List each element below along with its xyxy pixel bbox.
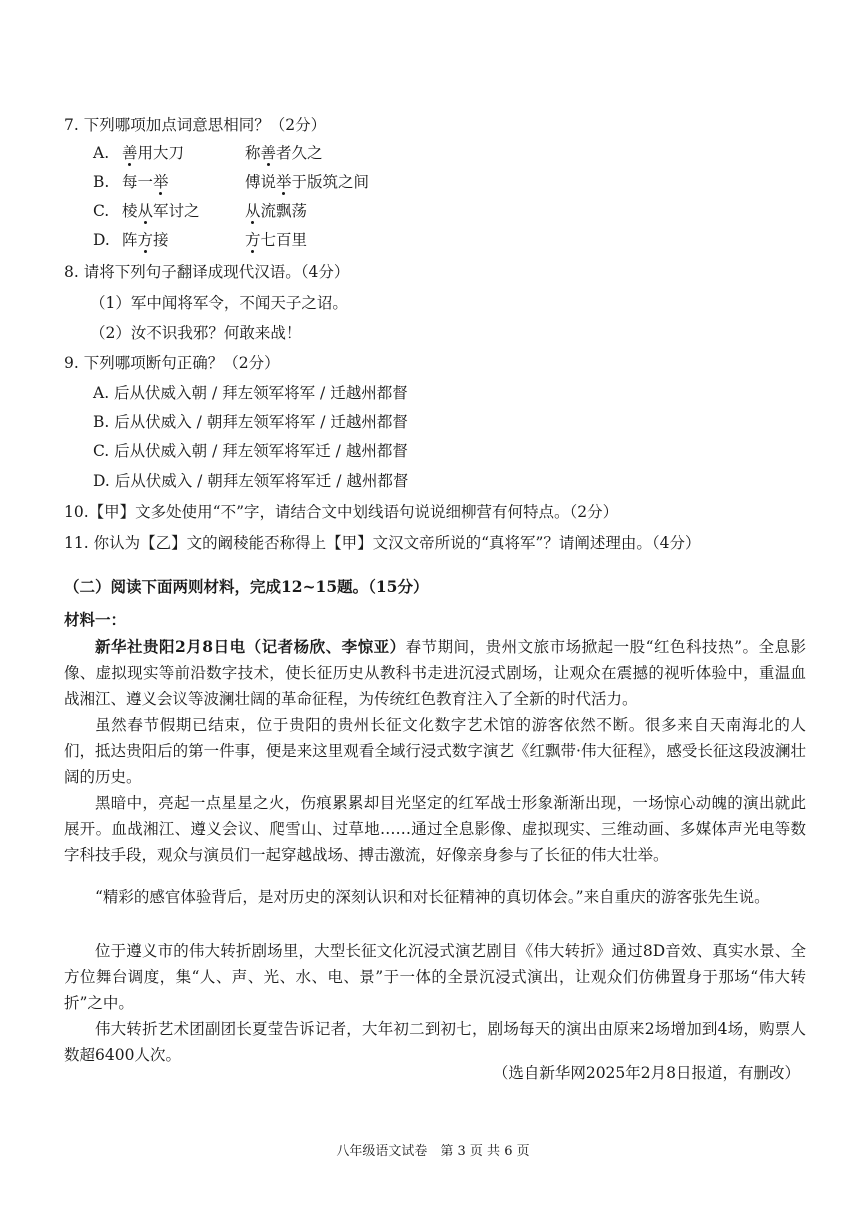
text: 于版筑之间 [291, 173, 370, 191]
q8-item-2: （2）汝不识我邪？何敢来战！ [90, 324, 302, 342]
text: 每一 [122, 173, 154, 191]
dotted-char: 善 [260, 144, 277, 162]
text: 傅说 [245, 173, 277, 191]
paragraph-1-text: 春节期间，贵州文旅市场掀起一股“红色科技热”。全息影像、虚拟现实等前沿数字技术，使长征历史从教科书走进沉浸式剧场，让观众在震撼的视听体验中，重温血战湘江、遵义会议等波澜壮阔的革命征程，为传统红色教育注入了全新的时代活力。 [64, 638, 806, 708]
q9-option-c: C. 后从伏威入朝 / 拜左领军将军迁 / 越州都督 [93, 442, 408, 460]
q11-stem: 11. 你认为【乙】文的阚稜能否称得上【甲】文汉文帝所说的“真将军”？请阐述理由。（4分） [64, 534, 701, 552]
paragraph-4: “精彩的感官体验背后，是对历史的深刻认识和对长征精神的真切体会。”来自重庆的游客张先生说。 [95, 888, 770, 906]
paragraph-1 [64, 634, 806, 712]
text: 阵 [122, 231, 138, 249]
dotted-char: 方 [245, 231, 261, 249]
dotted-char: 方 [137, 231, 154, 249]
q9-stem: 9. 下列哪项断句正确？（2分） [64, 354, 280, 372]
dotted-char: 从 [245, 202, 261, 220]
page-footer: 八年级语文试卷 第 3 页 共 6 页 [336, 1144, 530, 1159]
q8-item-1: （1）军中闻将军令，不闻天子之诏。 [90, 294, 348, 312]
q7-option-d [93, 229, 110, 251]
text: 流飘荡 [260, 202, 308, 220]
text: 棱 [122, 202, 138, 220]
q7-option-b [93, 171, 109, 193]
material-label: 材料一： [64, 610, 127, 629]
text: 军讨之 [153, 202, 200, 220]
q7-option-d-left [122, 229, 169, 251]
q7-option-c [93, 200, 109, 222]
option-label: C. [93, 202, 110, 220]
q7-option-b-right [245, 171, 369, 193]
q10-stem: 10.【甲】文多处使用“不”字，请结合文中划线语句说说细柳营有何特点。（2分） [64, 503, 619, 521]
q7-option-a [93, 142, 109, 164]
dotted-char: 举 [153, 173, 169, 191]
q9-option-a: A. 后从伏威入朝 / 拜左领军将军 / 迁越州都督 [93, 384, 408, 402]
q9-option-b: B. 后从伏威入 / 朝拜左领军将军 / 迁越州都督 [93, 413, 408, 431]
q9-option-d: D. 后从伏威入 / 朝拜左领军将军迁 / 越州都督 [93, 472, 409, 490]
dotted-char: 善 [122, 144, 138, 162]
dotted-char: 举 [276, 173, 292, 191]
q8-stem: 8. 请将下列句子翻译成现代汉语。（4分） [64, 263, 350, 281]
q7-stem: 7. 下列哪项加点词意思相同？（2分） [64, 116, 327, 134]
section-heading: （二）阅读下面两则材料，完成12~15题。（15分） [64, 577, 429, 596]
option-label: B. [93, 173, 110, 191]
paragraph-5: 位于遵义市的伟大转折剧场里，大型长征文化沉浸式演艺剧目《伟大转折》通过8D音效、真实水景、全方位舞台调度，集“人、声、光、水、电、景”于一体的全景沉浸式演出，让观众们仿佛置身于那场“伟大转折”之中。 [64, 942, 806, 1012]
q7-option-a-left [122, 142, 184, 164]
dotted-char: 从 [137, 202, 154, 220]
option-label: A. [93, 144, 110, 162]
dateline: 新华社贵阳2月8日电（记者杨欣、李惊亚） [95, 637, 406, 656]
text: 接 [153, 231, 169, 249]
q7-option-c-right [245, 200, 307, 222]
q7-option-a-right [245, 142, 323, 164]
text: 称 [245, 144, 261, 162]
paragraph-3: 黑暗中，亮起一点星星之火，伤痕累累却目光坚定的红军战士形象渐渐出现，一场惊心动魄的演出就此展开。血战湘江、遵义会议、爬雪山、过草地……通过全息影像、虚拟现实、三维动画、多媒体声光电等数字科技手段，观众与演员们一起穿越战场、搏击激流，好像亲身参与了长征的伟大壮举。 [64, 794, 806, 864]
option-label: D. [93, 231, 110, 249]
q7-option-d-right [245, 229, 307, 251]
q7-option-c-left [122, 200, 200, 222]
paragraph-6: 伟大转折艺术团副团长夏莹告诉记者，大年初二到初七，剧场每天的演出由原来2场增加到4场，购票人数超6400人次。 [64, 1020, 806, 1064]
text: 用大刀 [137, 144, 185, 162]
source-citation: （选自新华网2025年2月8日报道，有删改） [492, 1064, 800, 1082]
text: 者久之 [276, 144, 323, 162]
q7-option-b-left [122, 171, 169, 193]
text: 七百里 [260, 231, 308, 249]
paragraph-2: 虽然春节假期已结束，位于贵阳的贵州长征文化数字艺术馆的游客依然不断。很多来自天南海北的人们，抵达贵阳后的第一件事，便是来这里观看全域行浸式数字演艺《红飘带·伟大征程》，感受长征这段波澜壮阔的历史。 [64, 716, 806, 786]
